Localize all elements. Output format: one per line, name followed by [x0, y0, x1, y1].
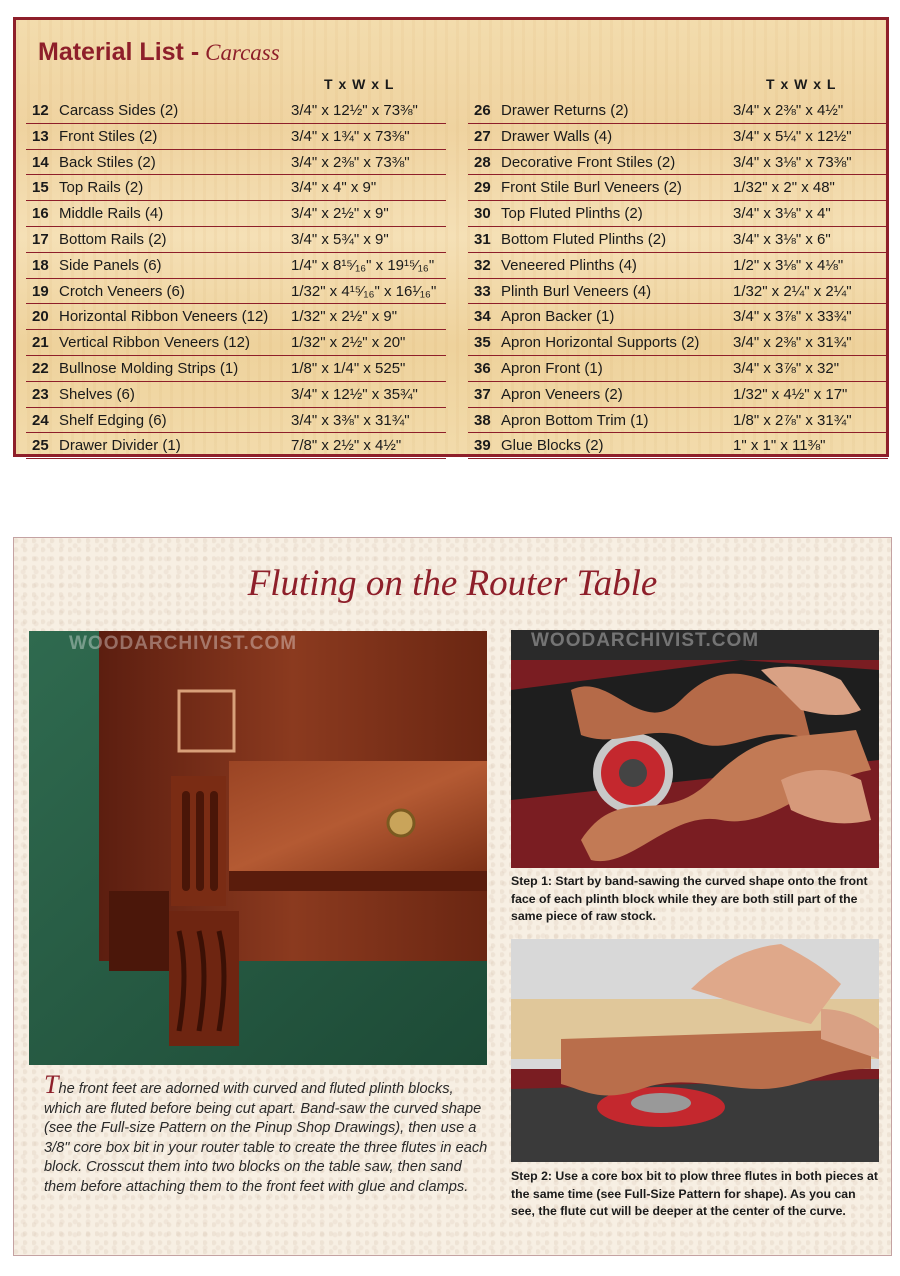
material-row [26, 304, 446, 330]
material-number: 21 [32, 334, 49, 352]
material-dimensions: 1/32" x 2" x 48" [733, 179, 835, 197]
material-number: 23 [32, 385, 49, 403]
material-name: Plinth Burl Veneers (4) [501, 282, 652, 300]
material-row [468, 175, 888, 201]
material-number: 28 [474, 153, 491, 171]
material-row [468, 227, 888, 253]
material-dimensions: 3/4" x 3⅞" x 33¾" [733, 308, 852, 326]
material-dimensions: 3/4" x 2⅜" x 4½" [733, 102, 844, 119]
material-rows-right [468, 98, 888, 459]
body-dropcap: T [44, 1070, 59, 1099]
material-row [26, 382, 446, 408]
material-number: 15 [32, 179, 49, 197]
body-paragraph: he front feet are adorned with curved and fluted plinth blocks, which are fluted before being cut apart. Band-saw the curved shape (see the Full-size Pattern on the Pinup Shop Drawings), then use a 3/8" core box bit in your router table to create the three flutes in each block. Crosscut them into two blocks on the table saw, then sand them before attaching them to the front feet with glue and clamps. [44, 1081, 488, 1195]
cabinet-foot-illustration [29, 631, 487, 1065]
material-name: Bullnose Molding Strips (1) [59, 359, 239, 377]
material-dimensions: 3/4" x 4" x 9" [291, 179, 377, 197]
material-number: 16 [32, 205, 49, 223]
material-list-panel [13, 17, 889, 457]
material-dimensions: 3/4" x 12½" x 35¾" [291, 385, 418, 403]
material-row [468, 279, 888, 305]
material-dimensions: 3/4" x 3⅛" x 73⅜" [733, 153, 852, 171]
step1-photo [511, 630, 879, 868]
material-name: Middle Rails (4) [59, 205, 164, 223]
material-dimensions: 1/8" x 2⅞" x 31¾" [733, 411, 852, 429]
material-name: Drawer Divider (1) [59, 437, 181, 455]
material-row [468, 382, 888, 408]
material-name: Bottom Fluted Plinths (2) [501, 230, 667, 248]
material-number: 13 [32, 127, 49, 145]
material-list-subtitle: Carcass [205, 40, 280, 65]
material-row [26, 433, 446, 459]
step1-caption: Step 1: Start by band-sawing the curved shape onto the front face of each plinth block while they are both still part of the same piece of raw stock. [511, 874, 868, 924]
material-row [468, 330, 888, 356]
material-number: 29 [474, 179, 491, 197]
material-row [26, 330, 446, 356]
material-row [468, 408, 888, 434]
material-name: Shelf Edging (6) [59, 411, 167, 429]
material-row [468, 201, 888, 227]
material-dimensions: 1" x 1" x 11⅜" [733, 437, 826, 455]
step1-illustration [511, 630, 879, 868]
material-row [468, 433, 888, 459]
material-row [26, 253, 446, 279]
material-number: 27 [474, 127, 491, 145]
material-row [468, 150, 888, 176]
material-name: Drawer Returns (2) [501, 102, 629, 119]
material-dimensions: 3/4" x 5¼" x 12½" [733, 127, 852, 145]
material-name: Carcass Sides (2) [59, 102, 179, 119]
material-list-title [38, 38, 280, 67]
material-row [468, 304, 888, 330]
material-number: 26 [474, 102, 491, 119]
material-name: Vertical Ribbon Veneers (12) [59, 334, 250, 352]
material-dimensions: 1/32" x 4¹⁵⁄₁₆" x 16¹⁄₁₆" [291, 282, 437, 300]
material-name: Veneered Plinths (4) [501, 256, 637, 274]
material-dimensions: 3/4" x 1¾" x 73⅜" [291, 127, 410, 145]
material-row [468, 98, 888, 124]
material-row [26, 227, 446, 253]
material-name: Top Fluted Plinths (2) [501, 205, 643, 223]
material-dimensions: 1/32" x 2¼" x 2¼" [733, 282, 852, 300]
material-row [26, 175, 446, 201]
step2-caption: Step 2: Use a core box bit to plow three flutes in both pieces at the same time (see Full-Size Pattern for shape). As you can see, the flute cut will be deeper at the center of the curve. [511, 1169, 878, 1219]
material-number: 36 [474, 359, 491, 377]
material-number: 35 [474, 334, 491, 352]
material-dimensions: 3/4" x 3⅛" x 4" [733, 205, 831, 223]
material-number: 31 [474, 230, 491, 248]
material-number: 39 [474, 437, 491, 455]
material-number: 37 [474, 385, 491, 403]
material-number: 24 [32, 411, 49, 429]
material-row [468, 356, 888, 382]
cabinet-foot-photo [29, 631, 487, 1065]
material-number: 19 [32, 282, 49, 300]
material-name: Apron Horizontal Supports (2) [501, 334, 700, 352]
material-name: Front Stile Burl Veneers (2) [501, 179, 682, 197]
material-dimensions: 1/4" x 8¹⁵⁄₁₆" x 19¹⁵⁄₁₆" [291, 256, 435, 274]
material-number: 32 [474, 256, 491, 274]
material-row [26, 279, 446, 305]
material-name: Top Rails (2) [59, 179, 144, 197]
material-name: Bottom Rails (2) [59, 230, 167, 248]
material-dimensions: 1/32" x 4½" x 17" [733, 385, 848, 403]
material-list-title-main: Material List - [38, 38, 200, 66]
material-name: Shelves (6) [59, 385, 135, 403]
material-name: Back Stiles (2) [59, 153, 156, 171]
material-dimensions: 3/4" x 3⅛" x 6" [733, 230, 831, 248]
material-name: Decorative Front Stiles (2) [501, 153, 676, 171]
step2-illustration [511, 939, 879, 1162]
material-number: 25 [32, 437, 49, 455]
material-number: 20 [32, 308, 49, 326]
column-header-left: T x W x L [324, 76, 395, 92]
material-dimensions: 3/4" x 12½" x 73⅜" [291, 102, 418, 119]
watermark-right: WOODARCHIVIST.COM [531, 630, 760, 651]
material-name: Apron Veneers (2) [501, 385, 623, 403]
step2-photo [511, 939, 879, 1162]
material-row [468, 124, 888, 150]
material-name: Apron Front (1) [501, 359, 603, 377]
material-name: Crotch Veneers (6) [59, 282, 185, 300]
material-dimensions: 3/4" x 3⅜" x 31¾" [291, 411, 410, 429]
material-row [26, 98, 446, 124]
material-dimensions: 1/32" x 2½" x 20" [291, 334, 406, 352]
material-row [26, 124, 446, 150]
material-rows-left [26, 98, 446, 459]
material-dimensions: 1/8" x 1/4" x 525" [291, 359, 406, 377]
material-number: 14 [32, 153, 49, 171]
fluting-body-text [44, 1070, 489, 1198]
material-name: Glue Blocks (2) [501, 437, 604, 455]
material-dimensions: 7/8" x 2½" x 4½" [291, 437, 402, 455]
material-dimensions: 1/2" x 3⅛" x 4⅛" [733, 256, 844, 274]
fluting-title: Fluting on the Router Table [247, 563, 658, 604]
material-name: Side Panels (6) [59, 256, 162, 274]
material-name: Front Stiles (2) [59, 127, 158, 145]
material-number: 18 [32, 256, 49, 274]
material-dimensions: 3/4" x 2½" x 9" [291, 205, 389, 223]
material-number: 33 [474, 282, 491, 300]
material-number: 30 [474, 205, 491, 223]
material-dimensions: 3/4" x 2⅜" x 73⅜" [291, 153, 410, 171]
material-dimensions: 3/4" x 2⅜" x 31¾" [733, 334, 852, 352]
watermark-left: WOODARCHIVIST.COM [69, 633, 298, 654]
material-number: 34 [474, 308, 491, 326]
material-name: Horizontal Ribbon Veneers (12) [59, 308, 269, 326]
material-row [468, 253, 888, 279]
material-row [26, 150, 446, 176]
material-row [26, 356, 446, 382]
material-dimensions: 1/32" x 2½" x 9" [291, 308, 398, 326]
column-header-right: T x W x L [766, 76, 837, 92]
material-name: Drawer Walls (4) [501, 127, 613, 145]
material-dimensions: 3/4" x 3⅞" x 32" [733, 359, 840, 377]
material-number: 38 [474, 411, 491, 429]
material-number: 22 [32, 359, 49, 377]
material-dimensions: 3/4" x 5¾" x 9" [291, 230, 389, 248]
material-row [26, 408, 446, 434]
material-name: Apron Bottom Trim (1) [501, 411, 649, 429]
fluting-panel [13, 537, 892, 1256]
material-row [26, 201, 446, 227]
material-number: 12 [32, 102, 49, 119]
material-number: 17 [32, 230, 49, 248]
material-name: Apron Backer (1) [501, 308, 615, 326]
